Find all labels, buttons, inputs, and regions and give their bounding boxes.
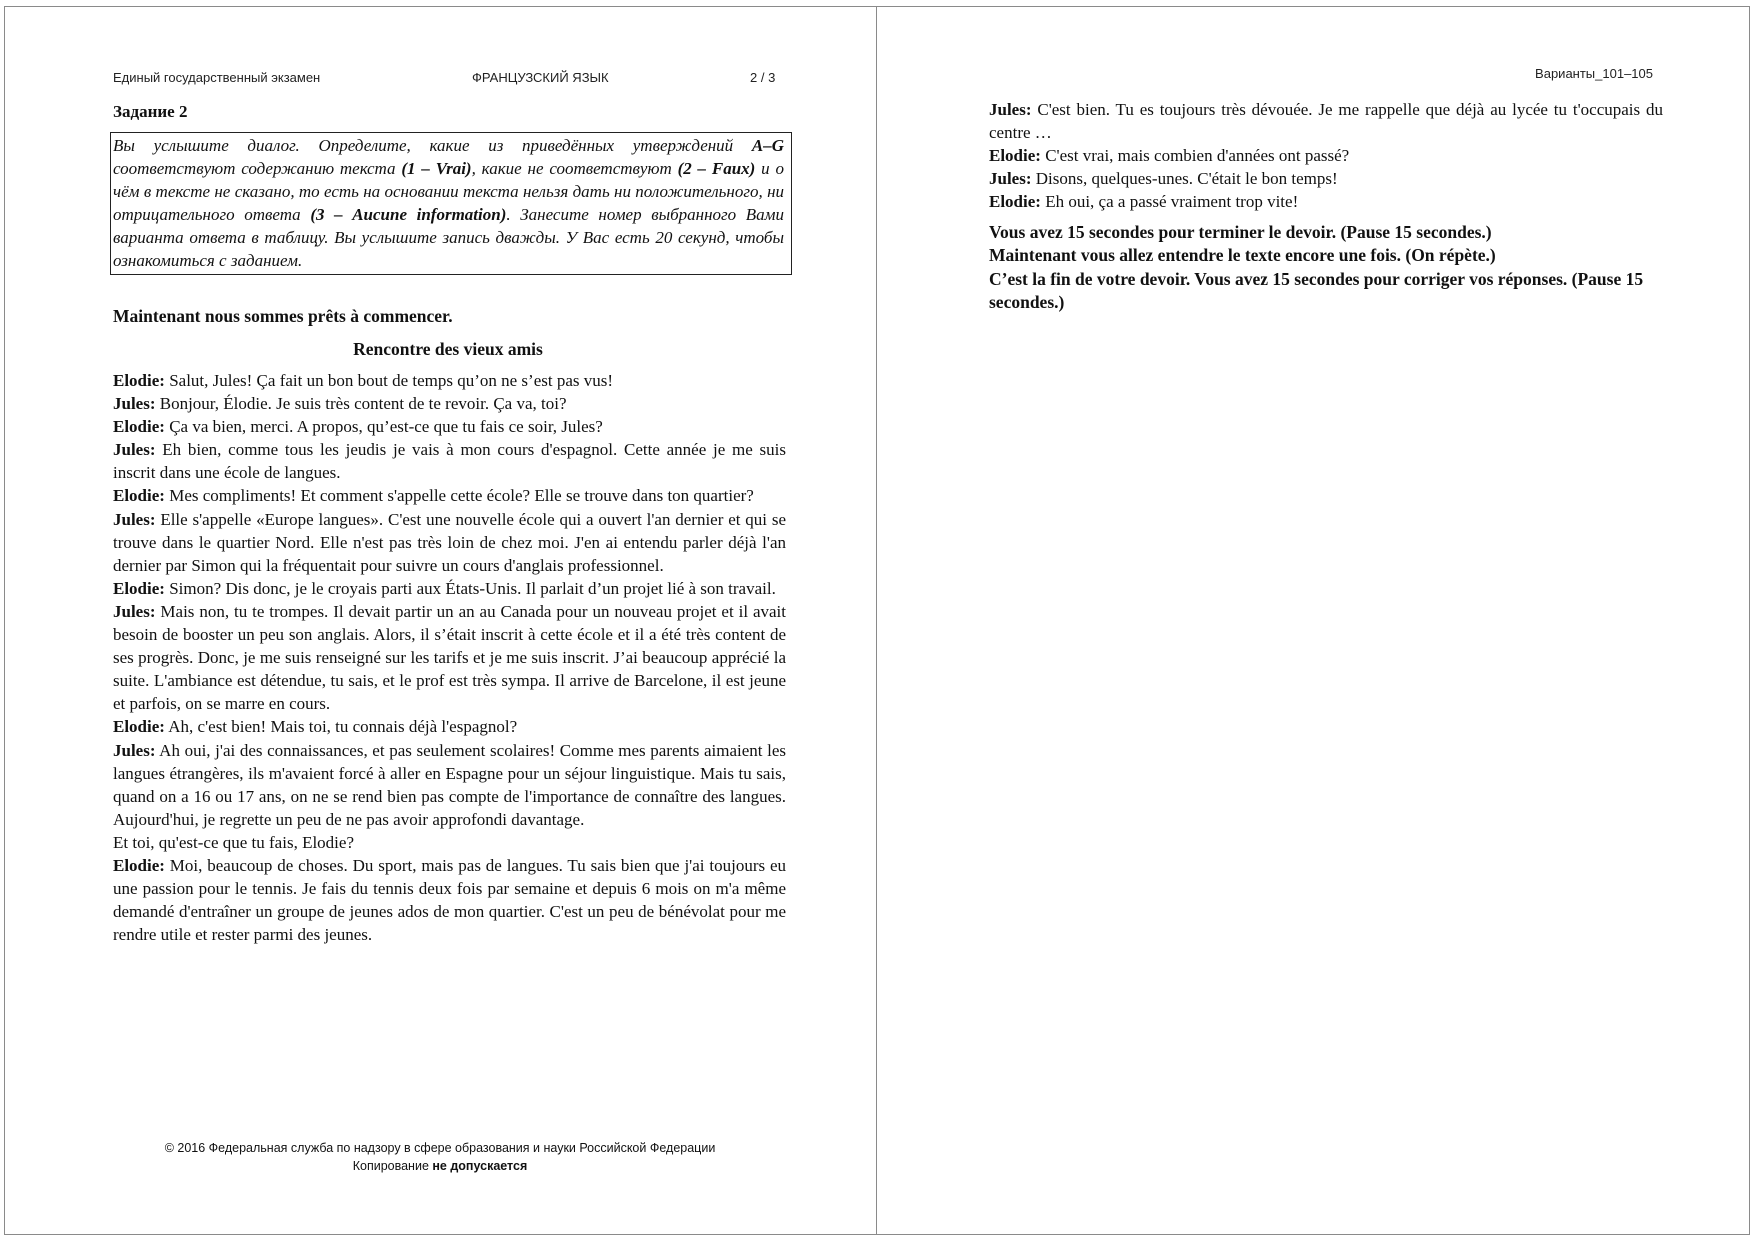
instruction-emphasis: (2 – Faux) xyxy=(677,159,756,179)
instruction-emphasis: A–G xyxy=(751,136,784,155)
line-text: C'est vrai, mais combien d'années ont passé? xyxy=(1040,146,1350,166)
header-page-number: 2 / 3 xyxy=(750,70,776,85)
dialog-title: Rencontre des vieux amis xyxy=(353,339,543,359)
line-text: Simon? Dis donc, je le croyais parti aux États-Unis. Il parlait d’un projet lié à son travail. xyxy=(164,578,776,598)
dialog-line xyxy=(113,438,786,484)
speaker-name: Jules: xyxy=(113,740,156,760)
task-instruction-box xyxy=(110,132,792,275)
copy-restriction-bold: не допускается xyxy=(432,1159,528,1173)
speaker-name: Jules: xyxy=(113,509,156,529)
instruction-line: C’est la fin de votre devoir. Vous avez 15 secondes pour corriger vos réponses. (Pause 15 secondes.) xyxy=(989,268,1644,313)
header-exam-name: Единый государственный экзамен xyxy=(113,70,321,85)
copy-restriction-prefix: Копирование xyxy=(352,1159,433,1173)
speaker-name: Elodie: xyxy=(113,717,165,737)
dialog-transcript xyxy=(113,369,786,946)
line-text: Moi, beaucoup de choses. Du sport, mais pas de langues. Tu sais bien que j'ai toujours eu une passion pour le tennis. Je fais du tennis deux fois par semaine et depuis 6 mois on m'a même demandé d'entraîner un groupe de jeunes ados de mon quartier. C'est un peu de bénévolat pour me rendre utile et rester parmi des jeunes. xyxy=(113,855,786,945)
lead-sentence: Maintenant nous sommes prêts à commencer. xyxy=(113,306,453,326)
page-footer xyxy=(112,1139,768,1175)
speaker-name: Jules: xyxy=(113,440,156,460)
page-divider xyxy=(876,6,877,1235)
instruction-line: Maintenant vous allez entendre le texte encore une fois. (On répète.) xyxy=(989,245,1496,266)
dialog-line xyxy=(113,369,786,392)
line-text: Bonjour, Élodie. Je suis très content de te revoir. Ça va, toi? xyxy=(155,394,567,414)
copyright-notice: © 2016 Федеральная служба по надзору в сфере образования и науки Российской Федерации xyxy=(164,1141,716,1155)
speaker-name: Elodie: xyxy=(113,371,165,390)
copy-restriction xyxy=(112,1157,768,1175)
variant-label: Варианты_101–105 xyxy=(1535,66,1653,81)
speaker-name: Elodie: xyxy=(113,578,165,598)
speaker-name: Jules: xyxy=(113,394,156,414)
speaker-name: Jules: xyxy=(989,169,1032,189)
line-text: Et toi, qu'est-ce que tu fais, Elodie? xyxy=(113,832,354,852)
line-text: Disons, quelques-unes. C'était le bon temps! xyxy=(1031,169,1338,189)
dialog-line xyxy=(113,854,786,946)
dialog-line xyxy=(113,715,786,738)
line-text: Eh oui, ça a passé vraiment trop vite! xyxy=(1040,192,1299,212)
speaker-name: Elodie: xyxy=(113,855,165,875)
instruction-emphasis: (3 – Aucune information) xyxy=(310,205,507,225)
dialog-line xyxy=(113,577,786,600)
header-subject: ФРАНЦУЗСКИЙ ЯЗЫК xyxy=(472,70,609,85)
dialog-line xyxy=(989,144,1663,167)
dialog-line xyxy=(113,831,786,854)
line-text: Ah oui, j'ai des connaissances, et pas seulement scolaires! Comme mes parents aimaient les langues étrangères, ils m'avaient forcé à aller en Espagne pour un séjour linguistique. Mais tu sais, quand on a 16 ou 17 ans, on ne se rend bien pas compte de l'importance de connaître des langues. Aujourd'hui, je regrette un peu de ne pas avoir approfondi davantage. xyxy=(113,740,786,829)
speaker-name: Elodie: xyxy=(989,146,1041,166)
instruction-text: Вы услышите диалог. Определите, какие из приведённых утверждений xyxy=(113,136,752,155)
dialog-line xyxy=(113,392,786,415)
line-text: Mais non, tu te trompes. Il devait partir un an au Canada pour un nouveau projet et il avait besoin de booster un peu son anglais. Alors, il s’était inscrit à cette école et il a été très content de ses progrès. Donc, je me suis renseigné sur les tarifs et je me suis inscrit. J’ai beaucoup apprécié la suite. L'ambiance est détendue, tu sais, et le prof est très sympa. Il arrive de Barcelone, il est jeune et parfois, on se marre en cours. xyxy=(113,601,786,714)
dialog-transcript-continued xyxy=(989,98,1663,213)
dialog-line xyxy=(113,739,786,831)
line-text: C'est bien. Tu es toujours très dévouée. Je me rappelle que déjà au lycée tu t'occupais du centre … xyxy=(989,100,1663,143)
line-text: Salut, Jules! Ça fait un bon bout de temps qu’on ne s’est pas vus! xyxy=(164,371,614,390)
dialog-line xyxy=(113,600,786,715)
line-text: Mes compliments! Et comment s'appelle cette école? Elle se trouve dans ton quartier? xyxy=(164,486,754,506)
instruction-text: . Занесите номер выбранного Вами варианта ответа в таблицу. Вы услышите запись дважды. У Вас есть 20 секунд, чтобы ознакомиться с заданием. xyxy=(113,205,784,271)
audio-instructions xyxy=(989,221,1663,315)
instruction-text: соответствуют содержанию текста xyxy=(113,159,402,179)
instruction-emphasis: (1 – Vrai) xyxy=(401,159,472,179)
line-text: Ah, c'est bien! Mais toi, tu connais déjà l'espagnol? xyxy=(164,717,518,737)
line-text: Ça va bien, merci. A propos, qu’est-ce que tu fais ce soir, Jules? xyxy=(164,417,603,437)
line-text: Elle s'appelle «Europe langues». C'est une nouvelle école qui a ouvert l'an dernier et qui se trouve dans le quartier Nord. Elle n'est pas très loin de chez moi. J'en ai entendu parler déjà l'an dernier par Simon qui la fréquentait pour suivre un cours d'anglais professionnel. xyxy=(113,509,786,575)
speaker-name: Elodie: xyxy=(113,417,165,437)
dialog-line xyxy=(113,508,786,577)
speaker-name: Elodie: xyxy=(989,192,1041,212)
task-title: Задание 2 xyxy=(113,102,188,121)
dialog-line xyxy=(113,415,786,438)
speaker-name: Elodie: xyxy=(113,486,165,506)
dialog-line xyxy=(113,484,786,507)
page-header xyxy=(112,70,780,86)
dialog-line xyxy=(989,190,1663,213)
dialog-line xyxy=(989,98,1663,144)
instruction-text: , какие не соответствуют xyxy=(471,159,678,179)
instruction-text: и о чём в тексте не сказано, то есть на основании текста нельзя дать ни положительного, ни отрицательного ответа xyxy=(113,159,784,225)
instruction-line: Vous avez 15 secondes pour terminer le devoir. (Pause 15 secondes.) xyxy=(989,222,1492,242)
speaker-name: Jules: xyxy=(113,601,156,621)
line-text: Eh bien, comme tous les jeudis je vais à mon cours d'espagnol. Cette année je me suis inscrit dans une école de langues. xyxy=(113,440,786,483)
dialog-line xyxy=(989,167,1663,190)
speaker-name: Jules: xyxy=(989,100,1032,119)
